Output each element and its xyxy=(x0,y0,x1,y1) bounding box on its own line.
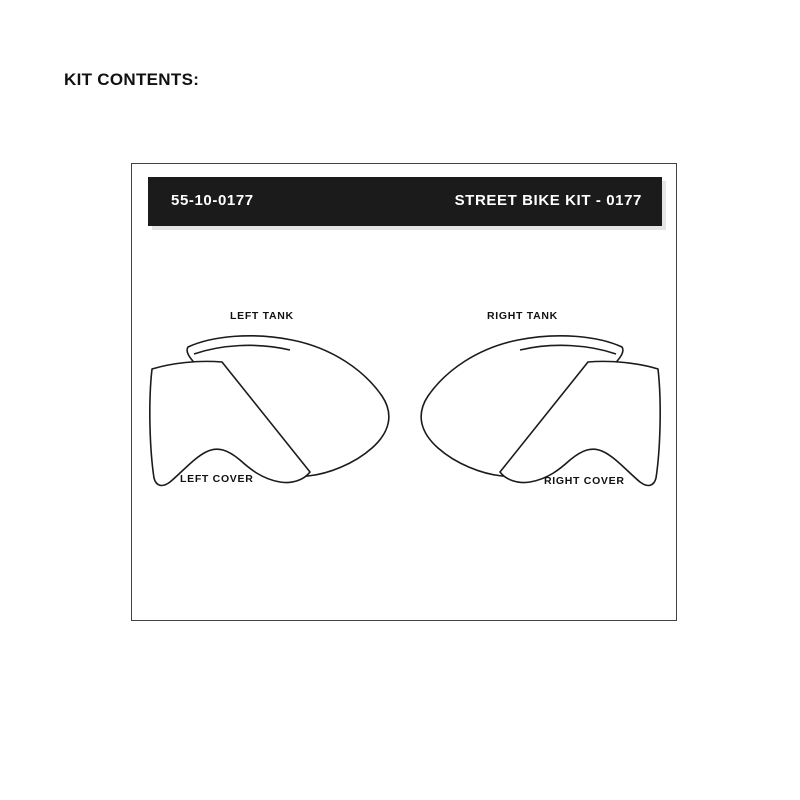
part-label-left-cover: LEFT COVER xyxy=(180,473,254,485)
part-label-right-tank: RIGHT TANK xyxy=(487,310,558,322)
part-label-right-cover: RIGHT COVER xyxy=(544,475,625,487)
page-title: KIT CONTENTS: xyxy=(64,70,200,89)
kit-name: STREET BIKE KIT - 0177 xyxy=(454,192,642,209)
part-label-left-tank: LEFT TANK xyxy=(230,310,294,322)
parts-illustration xyxy=(132,164,678,622)
kit-sku: 55-10-0177 xyxy=(171,192,254,209)
kit-diagram-frame xyxy=(131,163,677,621)
